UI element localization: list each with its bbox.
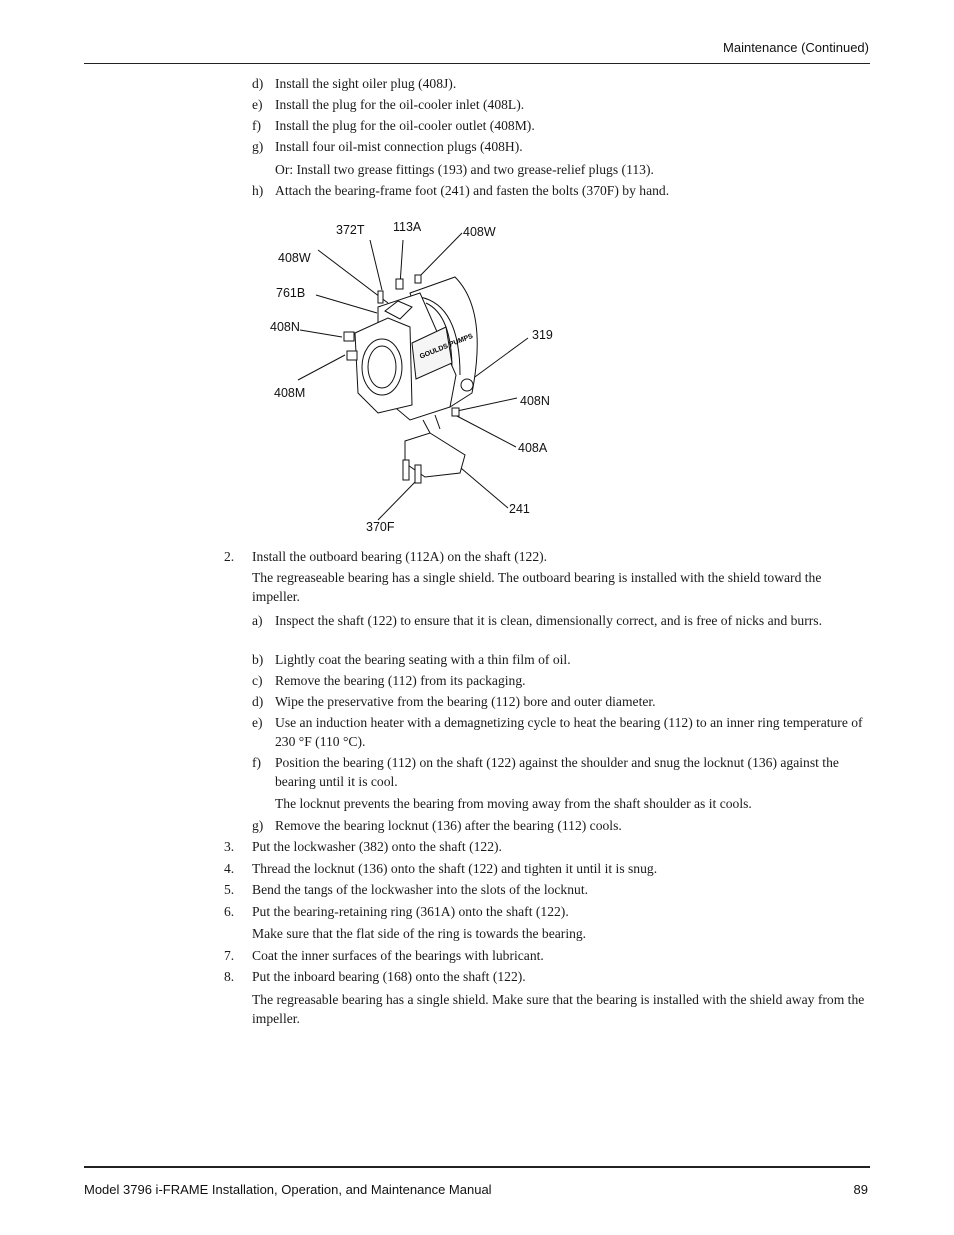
item-text: Or: Install two grease fittings (193) and two grease-relief plugs (113). [275,162,654,177]
item-marker: d) [252,694,264,709]
item-text: Install four oil-mist connection plugs (408H). [275,139,523,154]
callout-408a: 408A [518,441,548,455]
plug-408n [344,332,354,341]
step-text: Thread the locknut (136) onto the shaft (122) and tighten it until it is snug. [252,861,658,876]
foot-post [423,420,430,433]
item-text: Remove the bearing (112) from its packaging. [275,673,526,688]
step-number: 3. [224,839,235,854]
plug-408w [415,275,421,283]
step-text: Install the outboard bearing (112A) on the shaft (122). [252,549,548,564]
callout-761b: 761B [276,286,306,300]
footer-rule [84,1166,870,1168]
plug-408m [347,351,357,360]
item-text: Remove the bearing locknut (136) after the bearing (112) cools. [275,818,622,833]
leader-line [378,480,417,520]
bolt-370f [403,460,409,480]
leader-line [417,233,462,279]
step-text: Coat the inner surfaces of the bearings with lubricant. [252,948,544,963]
manual-title: Model 3796 i-FRAME Installation, Operation, and Maintenance Manual [84,1182,492,1197]
item-marker: a) [252,613,263,628]
item-marker: g) [252,818,264,833]
item-text: Attach the bearing-frame foot (241) and fasten the bolts (370F) by hand. [275,183,670,198]
step-number: 5. [224,882,235,897]
item-text: Install the sight oiler plug (408J). [275,76,457,91]
item-text: Inspect the shaft (122) to ensure that it is clean, dimensionally correct, and is free of nicks and burrs. [275,613,822,628]
plug-113a [396,279,403,289]
step-text: Put the lockwasher (382) onto the shaft (122). [252,839,502,854]
leader-line [316,295,377,313]
item-text: Position the bearing (112) on the shaft (122) against the shoulder and snug the locknut (136) against the bearing until it is cool. [275,755,839,789]
item-marker: c) [252,673,263,688]
item-text: Install the plug for the oil-cooler outlet (408M). [275,118,535,133]
item-marker: f) [252,118,262,133]
item-marker: f) [252,755,262,770]
step-text: Bend the tangs of the lockwasher into the slots of the locknut. [252,882,589,897]
item-text: The locknut prevents the bearing from moving away from the shaft shoulder as it cools. [275,796,752,811]
nameplate-text: GOULDS PUMPS [418,332,475,361]
leader-line [298,355,345,380]
step-text: Make sure that the flat side of the ring is towards the bearing. [252,926,587,941]
callout-370f: 370F [366,520,395,534]
item-marker: e) [252,715,263,730]
callout-408m: 408M [274,386,306,400]
callout-408w: 408W [463,225,496,239]
callout-113a: 113A [393,220,422,234]
step-number: 8. [224,969,235,984]
leader-line [457,398,517,411]
frame-foot [405,433,465,477]
leader-line [370,240,382,290]
step-number: 6. [224,904,235,919]
plug-319 [461,379,473,391]
leader-line [400,240,403,285]
leader-line [455,463,508,508]
callout-408n: 408N [270,320,300,334]
step-number: 2. [224,549,235,564]
page-number: 89 [853,1182,868,1197]
step-note: The regreaseable bearing has a single shield. The outboard bearing is installed with the shield toward the impeller. [252,570,822,604]
item-text: Lightly coat the bearing seating with a thin film of oil. [275,652,571,667]
item-marker: e) [252,97,263,112]
item-marker: g) [252,139,264,154]
section-header: Maintenance (Continued) [723,40,869,55]
leader-line [455,415,516,447]
item-text: Install the plug for the oil-cooler inlet (408L). [275,97,525,112]
callout-408n: 408N [520,394,550,408]
callout-408w: 408W [278,251,311,265]
item-marker: b) [252,652,264,667]
item-marker: h) [252,183,264,198]
fitting-372t [378,291,383,303]
callout-319: 319 [532,328,553,342]
closing-note: The regreasable bearing has a single shield. Make sure that the bearing is installed with the shield away from the impeller. [252,992,865,1026]
callout-372t: 372T [336,223,365,237]
item-marker: d) [252,76,264,91]
bearing-frame-figure [260,215,580,545]
item-text: Wipe the preservative from the bearing (112) bore and outer diameter. [275,694,656,709]
step-text: Put the inboard bearing (168) onto the shaft (122). [252,969,526,984]
item-text: Use an induction heater with a demagnetizing cycle to heat the bearing (112) to an inner ring temperature of 230 °F (110 °C). [275,715,863,749]
callout-241: 241 [509,502,530,516]
step-number: 7. [224,948,235,963]
step-number: 4. [224,861,235,876]
leader-line [300,330,342,337]
bolt-370f [415,465,421,483]
plug-408n-lower [452,408,459,416]
step-text: Put the bearing-retaining ring (361A) onto the shaft (122). [252,904,569,919]
header-rule [84,63,870,64]
foot-post [435,415,440,429]
